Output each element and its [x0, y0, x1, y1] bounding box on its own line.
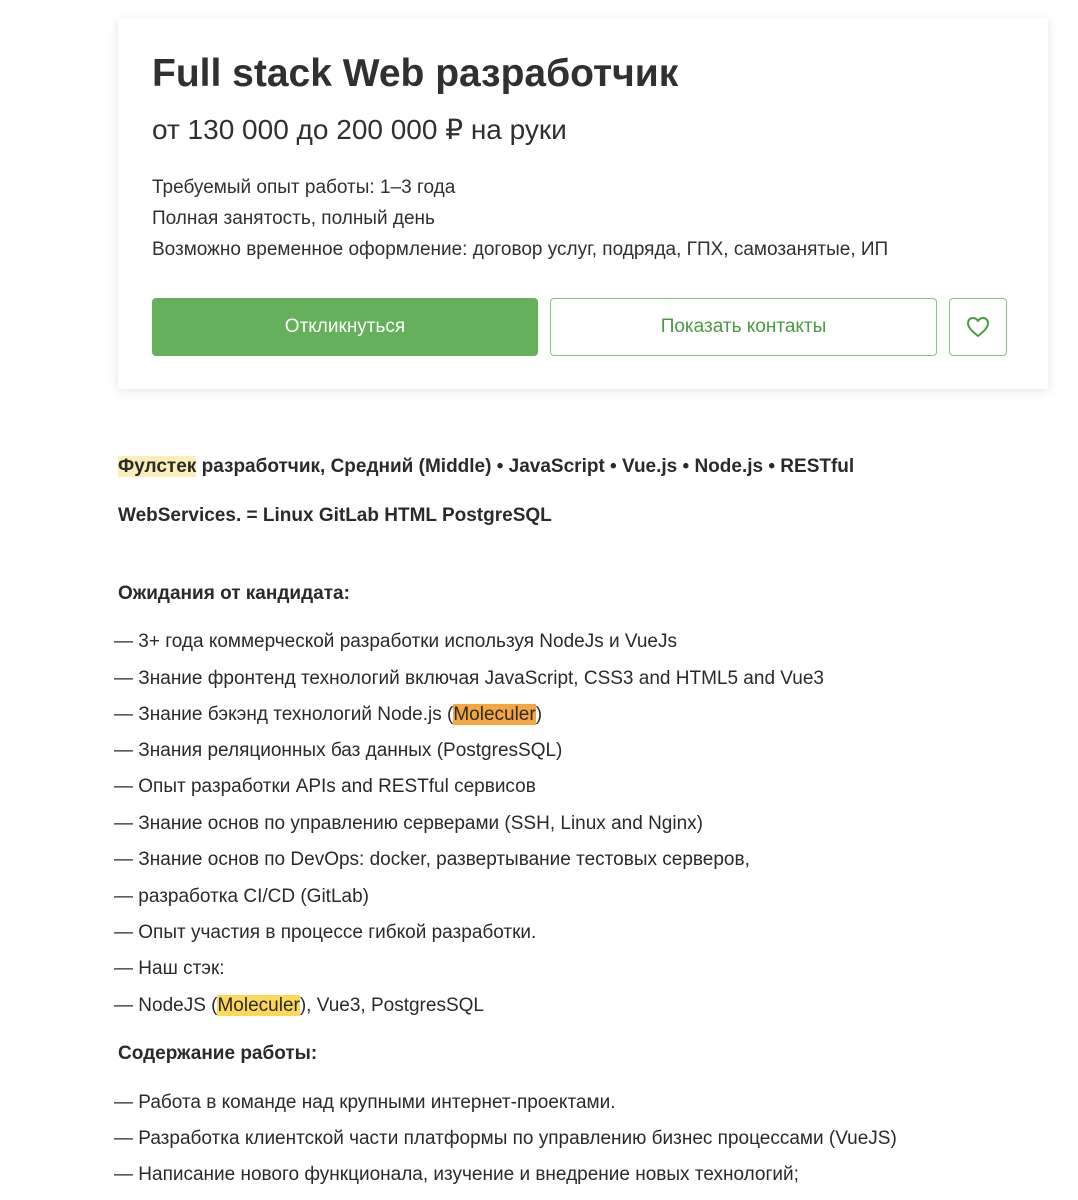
vacancy-meta	[152, 172, 888, 265]
list-item: — Разработка клиентской части платформы по управлению бизнес процессами (VueJS)	[114, 1128, 897, 1149]
list-item: — Опыт разработки APIs and RESTful сервисов	[114, 776, 536, 797]
search-highlight: Moleculer	[453, 704, 536, 725]
headline-line-1	[118, 453, 854, 481]
list-item-text: — NodeJS (	[114, 995, 218, 1016]
heart-icon	[966, 316, 990, 338]
list-item: — Знание основ по управлению серверами (SSH, Linux and Nginx)	[114, 813, 703, 834]
show-contacts-button[interactable]: Показать контакты	[550, 298, 937, 356]
list-item: — Наш стэк:	[114, 958, 225, 979]
search-highlight: Фулстек	[118, 456, 197, 477]
list-item: — Знание основ по DevOps: docker, развертывание тестовых серверов,	[114, 849, 750, 870]
search-highlight: Moleculer	[217, 995, 300, 1016]
list-item-text: ), Vue3, PostgresSQL	[299, 995, 484, 1016]
headline-text: разработчик, Средний (Middle) • JavaScript • Vue.js • Node.js • RESTful	[196, 456, 855, 477]
list-item-text: )	[535, 704, 543, 725]
list-item: — 3+ года коммерческой разработки используя NodeJs и VueJs	[114, 631, 677, 652]
headline-line-2: WebServices. = Linux GitLab HTML PostgreSQL	[118, 505, 552, 526]
salary-text: от 130 000 до 200 000 ₽ на руки	[152, 114, 567, 145]
expectations-title: Ожидания от кандидата:	[118, 583, 350, 604]
vacancy-title: Full stack Web разработчик	[152, 52, 679, 95]
list-item: — Написание нового функционала, изучение и внедрение новых технологий;	[114, 1164, 799, 1185]
list-item	[114, 701, 542, 729]
employment-text: Полная занятость, полный день	[152, 208, 435, 229]
apply-button[interactable]: Откликнуться	[152, 298, 538, 356]
favorite-button[interactable]	[949, 298, 1007, 356]
list-item: — Знание фронтенд технологий включая JavaScript, CSS3 and HTML5 and Vue3	[114, 668, 824, 689]
experience-text: Требуемый опыт работы: 1–3 года	[152, 177, 456, 198]
list-item-text: — Знание бэкэнд технологий Node.js (	[114, 704, 454, 725]
list-item: — Опыт участия в процессе гибкой разработки.	[114, 922, 537, 943]
contract-text: Возможно временное оформление: договор услуг, подряда, ГПХ, самозанятые, ИП	[152, 239, 889, 260]
list-item: — Знания реляционных баз данных (PostgresSQL)	[114, 740, 563, 761]
vacancy-card	[118, 18, 1048, 389]
list-item	[114, 992, 484, 1020]
duties-title: Содержание работы:	[118, 1043, 318, 1064]
list-item: — Работа в команде над крупными интернет-проектами.	[114, 1092, 616, 1113]
list-item: — разработка CI/CD (GitLab)	[114, 886, 369, 907]
